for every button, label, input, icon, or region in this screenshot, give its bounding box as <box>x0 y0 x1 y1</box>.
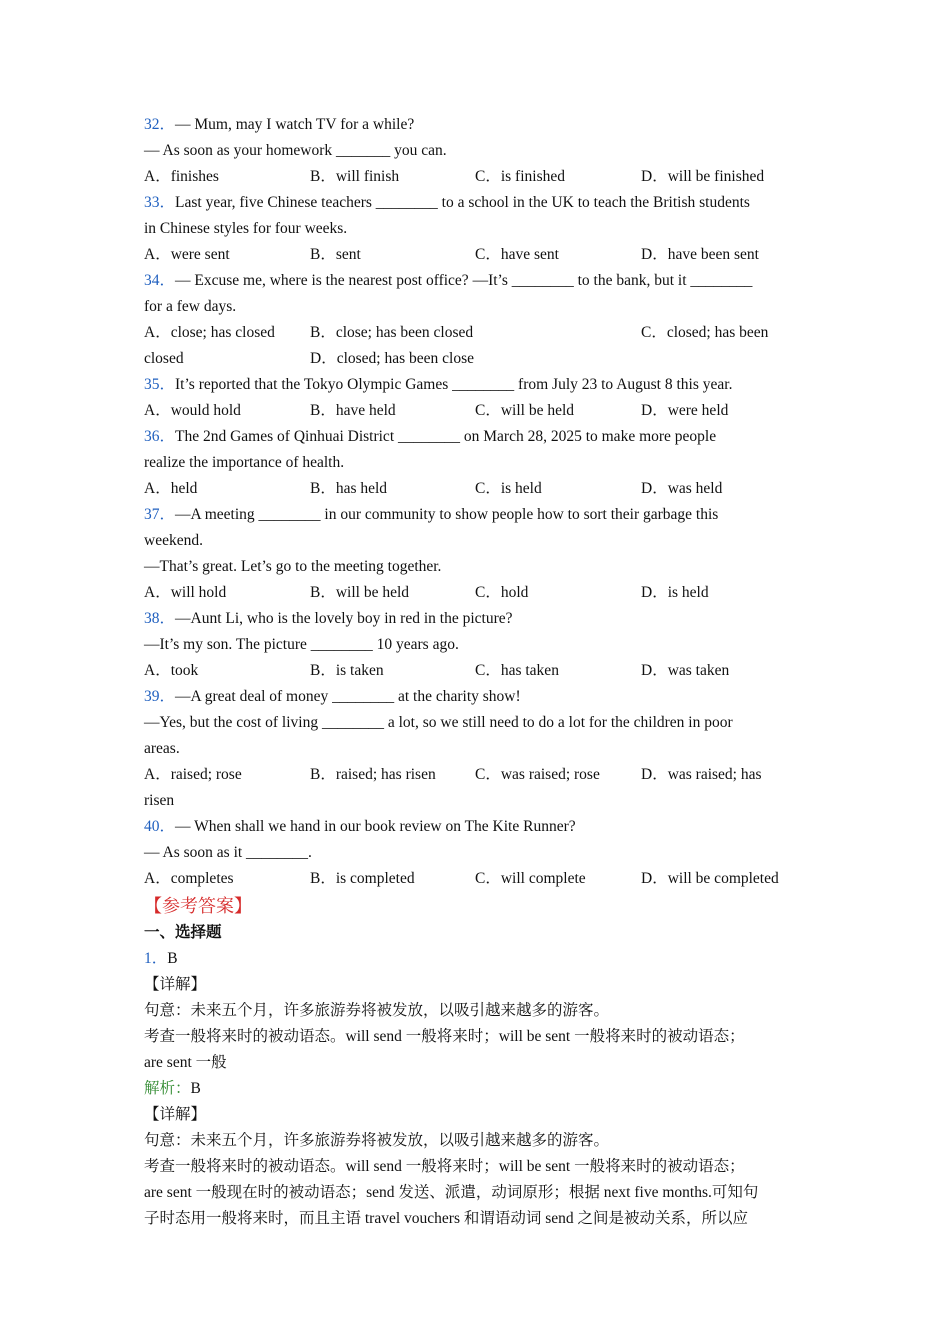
analysis-text: are sent 一般现在时的被动语态；send 发送、派遣，动词原形；根据 next five months.可知句 <box>144 1184 759 1201</box>
option-c: C．closed; has been <box>641 324 769 341</box>
option-a: A．were sent <box>144 246 230 263</box>
answer-value: B <box>167 950 178 967</box>
option-b: B．has held <box>310 480 388 497</box>
options-row <box>144 866 814 892</box>
question-37 <box>144 502 814 606</box>
option-d: D．was held <box>641 480 723 497</box>
answer-header: 【参考答案】 <box>144 896 252 916</box>
question-number: 35． <box>144 376 176 393</box>
option-d: D．will be finished <box>641 168 765 185</box>
question-39 <box>144 684 814 814</box>
option-c: C．hold <box>475 584 529 601</box>
option-b: B．sent <box>310 246 361 263</box>
question-40 <box>144 814 814 892</box>
question-text: weekend. <box>144 532 203 549</box>
question-text: realize the importance of health. <box>144 454 345 471</box>
option-c: C．is held <box>475 480 542 497</box>
analysis-text: 子时态用一般将来时，而且主语 travel vouchers 和谓语动词 send 之间是被动关系，所以应 <box>144 1210 749 1227</box>
option-c: C．will complete <box>475 870 586 887</box>
question-number: 37． <box>144 506 176 523</box>
options-row <box>144 580 814 606</box>
option-d: D．is held <box>641 584 709 601</box>
question-text: in Chinese styles for four weeks. <box>144 220 348 237</box>
options-row <box>144 164 814 190</box>
options-row <box>144 320 814 346</box>
question-number: 34． <box>144 272 176 289</box>
options-row <box>144 242 814 268</box>
question-text: for a few days. <box>144 298 237 315</box>
answer-section <box>144 892 814 1232</box>
question-text: —Aunt Li, who is the lovely boy in red in the picture? <box>175 610 513 627</box>
option-b: B．have held <box>310 402 396 419</box>
option-c: C．have sent <box>475 246 559 263</box>
question-text: —A meeting ________ in our community to show people how to sort their garbage this <box>175 506 719 523</box>
question-number: 36． <box>144 428 176 445</box>
option-d: D．was taken <box>641 662 730 679</box>
question-34 <box>144 268 814 372</box>
options-row <box>144 398 814 424</box>
analysis-text: 考查一般将来时的被动语态。will send 一般将来时；will be sent 一般将来时的被动语态； <box>144 1028 745 1045</box>
option-d: D．will be completed <box>641 870 779 887</box>
option-d: D．closed; has been close <box>310 350 474 367</box>
detail-label: 【详解】 <box>144 1106 207 1123</box>
question-number: 33． <box>144 194 176 211</box>
option-c: C．will be held <box>475 402 575 419</box>
option-b: B．is taken <box>310 662 384 679</box>
option-b: B．raised; has risen <box>310 766 436 783</box>
question-text: areas. <box>144 740 180 757</box>
analysis-text: are sent 一般 <box>144 1054 227 1071</box>
question-text: It’s reported that the Tokyo Olympic Games ________ from July 23 to August 8 this year. <box>175 376 733 393</box>
jiexi-answer: B <box>190 1080 201 1097</box>
options-row <box>144 658 814 684</box>
option-a: A．will hold <box>144 584 227 601</box>
question-number: 38． <box>144 610 176 627</box>
option-b: B．will finish <box>310 168 400 185</box>
section-title: 一、选择题 <box>144 924 222 941</box>
option-d: D．were held <box>641 402 729 419</box>
document-page <box>144 112 814 1232</box>
question-38 <box>144 606 814 684</box>
option-d-continued: risen <box>144 792 175 809</box>
question-text: — As soon as it ________. <box>144 844 312 861</box>
option-c: C．has taken <box>475 662 559 679</box>
question-text: —That’s great. Let’s go to the meeting together. <box>144 558 442 575</box>
option-b: B．is completed <box>310 870 415 887</box>
option-b: B．will be held <box>310 584 410 601</box>
question-35 <box>144 372 814 424</box>
question-32 <box>144 112 814 190</box>
options-row <box>144 762 814 788</box>
question-text: — When shall we hand in our book review on The Kite Runner? <box>175 818 576 835</box>
options-row <box>144 346 814 372</box>
option-c: C．is finished <box>475 168 565 185</box>
option-d: D．have been sent <box>641 246 759 263</box>
option-a: A．took <box>144 662 199 679</box>
options-row <box>144 476 814 502</box>
question-text: —A great deal of money ________ at the charity show! <box>175 688 521 705</box>
question-text: The 2nd Games of Qinhuai District ________ on March 28, 2025 to make more people <box>175 428 717 445</box>
question-text: — Excuse me, where is the nearest post office? —It’s ________ to the bank, but it ________ <box>175 272 753 289</box>
question-text: —Yes, but the cost of living ________ a lot, so we still need to do a lot for the children in poor <box>144 714 733 731</box>
question-text: Last year, five Chinese teachers ________ to a school in the UK to teach the British students <box>175 194 750 211</box>
option-a: A．held <box>144 480 198 497</box>
option-a: A．finishes <box>144 168 219 185</box>
question-text: —It’s my son. The picture ________ 10 years ago. <box>144 636 459 653</box>
jiexi-label: 解析： <box>144 1080 191 1097</box>
option-c-continued: closed <box>144 350 184 367</box>
analysis-text: 考查一般将来时的被动语态。will send 一般将来时；will be sent 一般将来时的被动语态； <box>144 1158 745 1175</box>
question-number: 40． <box>144 818 176 835</box>
option-d: D．was raised; has <box>641 766 762 783</box>
option-a: A．raised; rose <box>144 766 242 783</box>
sentence-meaning: 句意：未来五个月，许多旅游券将被发放，以吸引越来越多的游客。 <box>144 1132 610 1149</box>
question-36 <box>144 424 814 502</box>
option-a: A．would hold <box>144 402 241 419</box>
question-text: — Mum, may I watch TV for a while? <box>175 116 415 133</box>
option-a: A．close; has closed <box>144 324 275 341</box>
sentence-meaning: 句意：未来五个月，许多旅游券将被发放，以吸引越来越多的游客。 <box>144 1002 610 1019</box>
detail-label: 【详解】 <box>144 976 207 993</box>
question-33 <box>144 190 814 268</box>
option-c: C．was raised; rose <box>475 766 600 783</box>
answer-number: 1． <box>144 950 168 967</box>
question-number: 32． <box>144 116 176 133</box>
option-b: B．close; has been closed <box>310 324 474 341</box>
question-text: — As soon as your homework _______ you can. <box>144 142 447 159</box>
question-number: 39． <box>144 688 176 705</box>
option-a: A．completes <box>144 870 234 887</box>
